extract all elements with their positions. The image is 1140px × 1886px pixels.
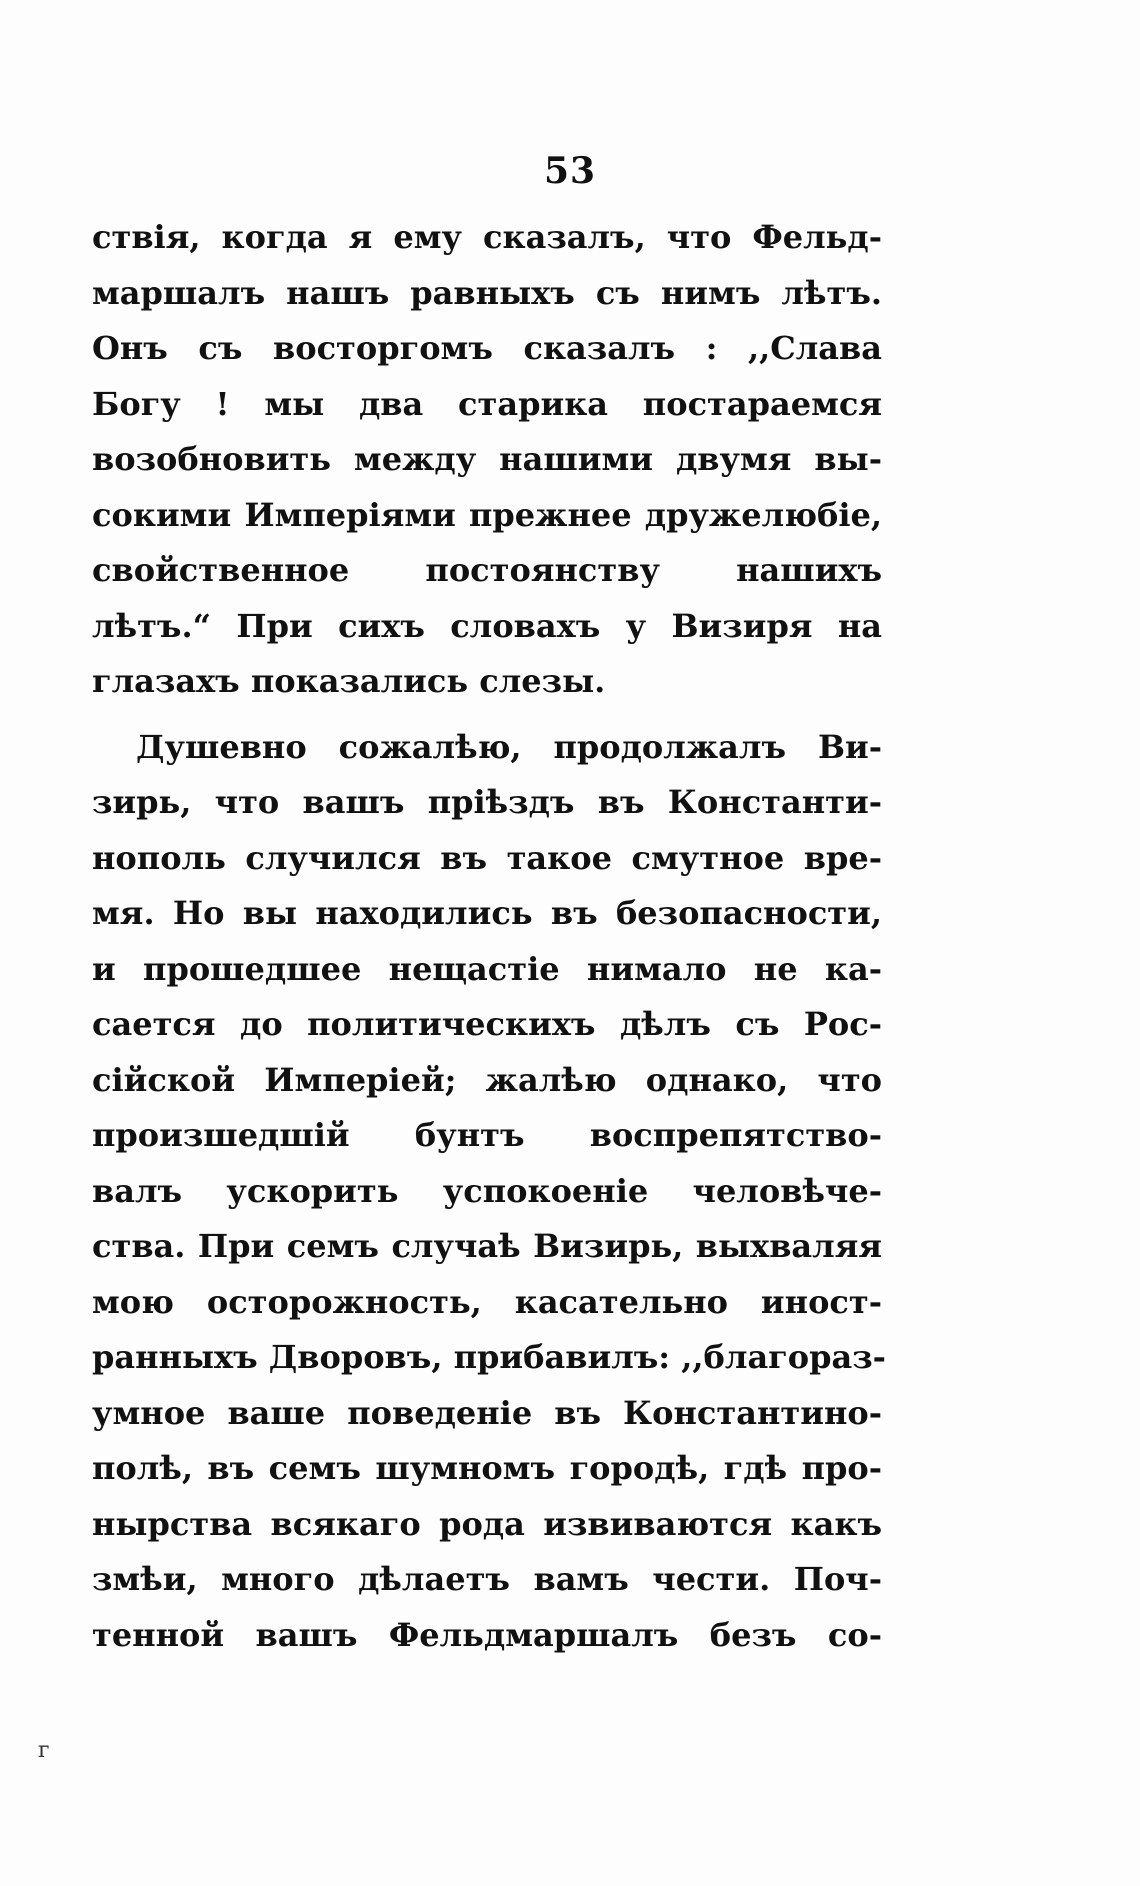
text-line: сійской Имперіей; жалѣю однако, что xyxy=(92,1060,882,1099)
text-line: сается до политическихъ дѣлъ съ Рос- xyxy=(92,1005,882,1043)
text-line: свойственное постоянству нашихъ xyxy=(92,551,882,589)
text-line: лѣтъ.“ При сихъ словахъ у Визиря на xyxy=(92,606,882,645)
text-line: нополь случился въ такое смутное вре- xyxy=(92,838,882,877)
paragraph-gap xyxy=(92,710,882,720)
text-line: маршалъ нашъ равныхъ съ нимъ лѣтъ. xyxy=(92,273,882,312)
text-line: мя. Но вы находились въ безопасности, xyxy=(92,894,882,932)
text-line: глазахъ показались слезы. xyxy=(92,662,606,700)
text-line: и прошедшее нещастіе нимало не ка- xyxy=(92,949,882,988)
text-line: зирь, что вашъ пріѣздъ въ Константи- xyxy=(92,783,882,821)
text-line: тенной вашъ Фельдмаршалъ безъ со- xyxy=(92,1615,882,1654)
text-line: ства. При семъ случаѣ Визирь, выхваляя xyxy=(92,1227,882,1265)
text-line: мою осторожность, касательно иност- xyxy=(92,1282,882,1321)
page-number: 53 xyxy=(543,150,597,192)
text-line: произшедшій бунтъ воспрепятство- xyxy=(92,1116,882,1154)
text-line: умное ваше поведеніе въ Константино- xyxy=(92,1393,882,1432)
paragraph-2 xyxy=(92,720,886,1664)
paragraph-1 xyxy=(92,210,882,710)
text-line: ствія, когда я ему сказалъ, что Фельд- xyxy=(92,218,882,256)
text-line: змѣи, много дѣлаетъ вамъ чести. Поч- xyxy=(92,1560,882,1598)
text-line: нырства всякаго рода извиваются какъ xyxy=(92,1504,882,1543)
text-line: возобновить между нашими двумя вы- xyxy=(92,440,882,478)
text-line: ранныхъ Дворовъ, прибавилъ: ,,благораз- xyxy=(92,1338,886,1376)
text-line: валъ ускорить успокоеніе человѣче- xyxy=(92,1171,882,1210)
text-line: Онъ съ восторгомъ сказалъ : ,,Слава xyxy=(92,329,882,367)
text-line: полѣ, въ семъ шумномъ городѣ, гдѣ про- xyxy=(92,1449,882,1487)
text-line: Богу ! мы два старика постараемся xyxy=(92,384,882,423)
body-text xyxy=(92,210,886,1663)
text-line: сокими Имперіями прежнее дружелюбіе, xyxy=(92,495,882,534)
corner-mark: г xyxy=(38,1738,50,1763)
text-line: Душевно сожалѣю, продолжалъ Ви- xyxy=(136,727,882,766)
